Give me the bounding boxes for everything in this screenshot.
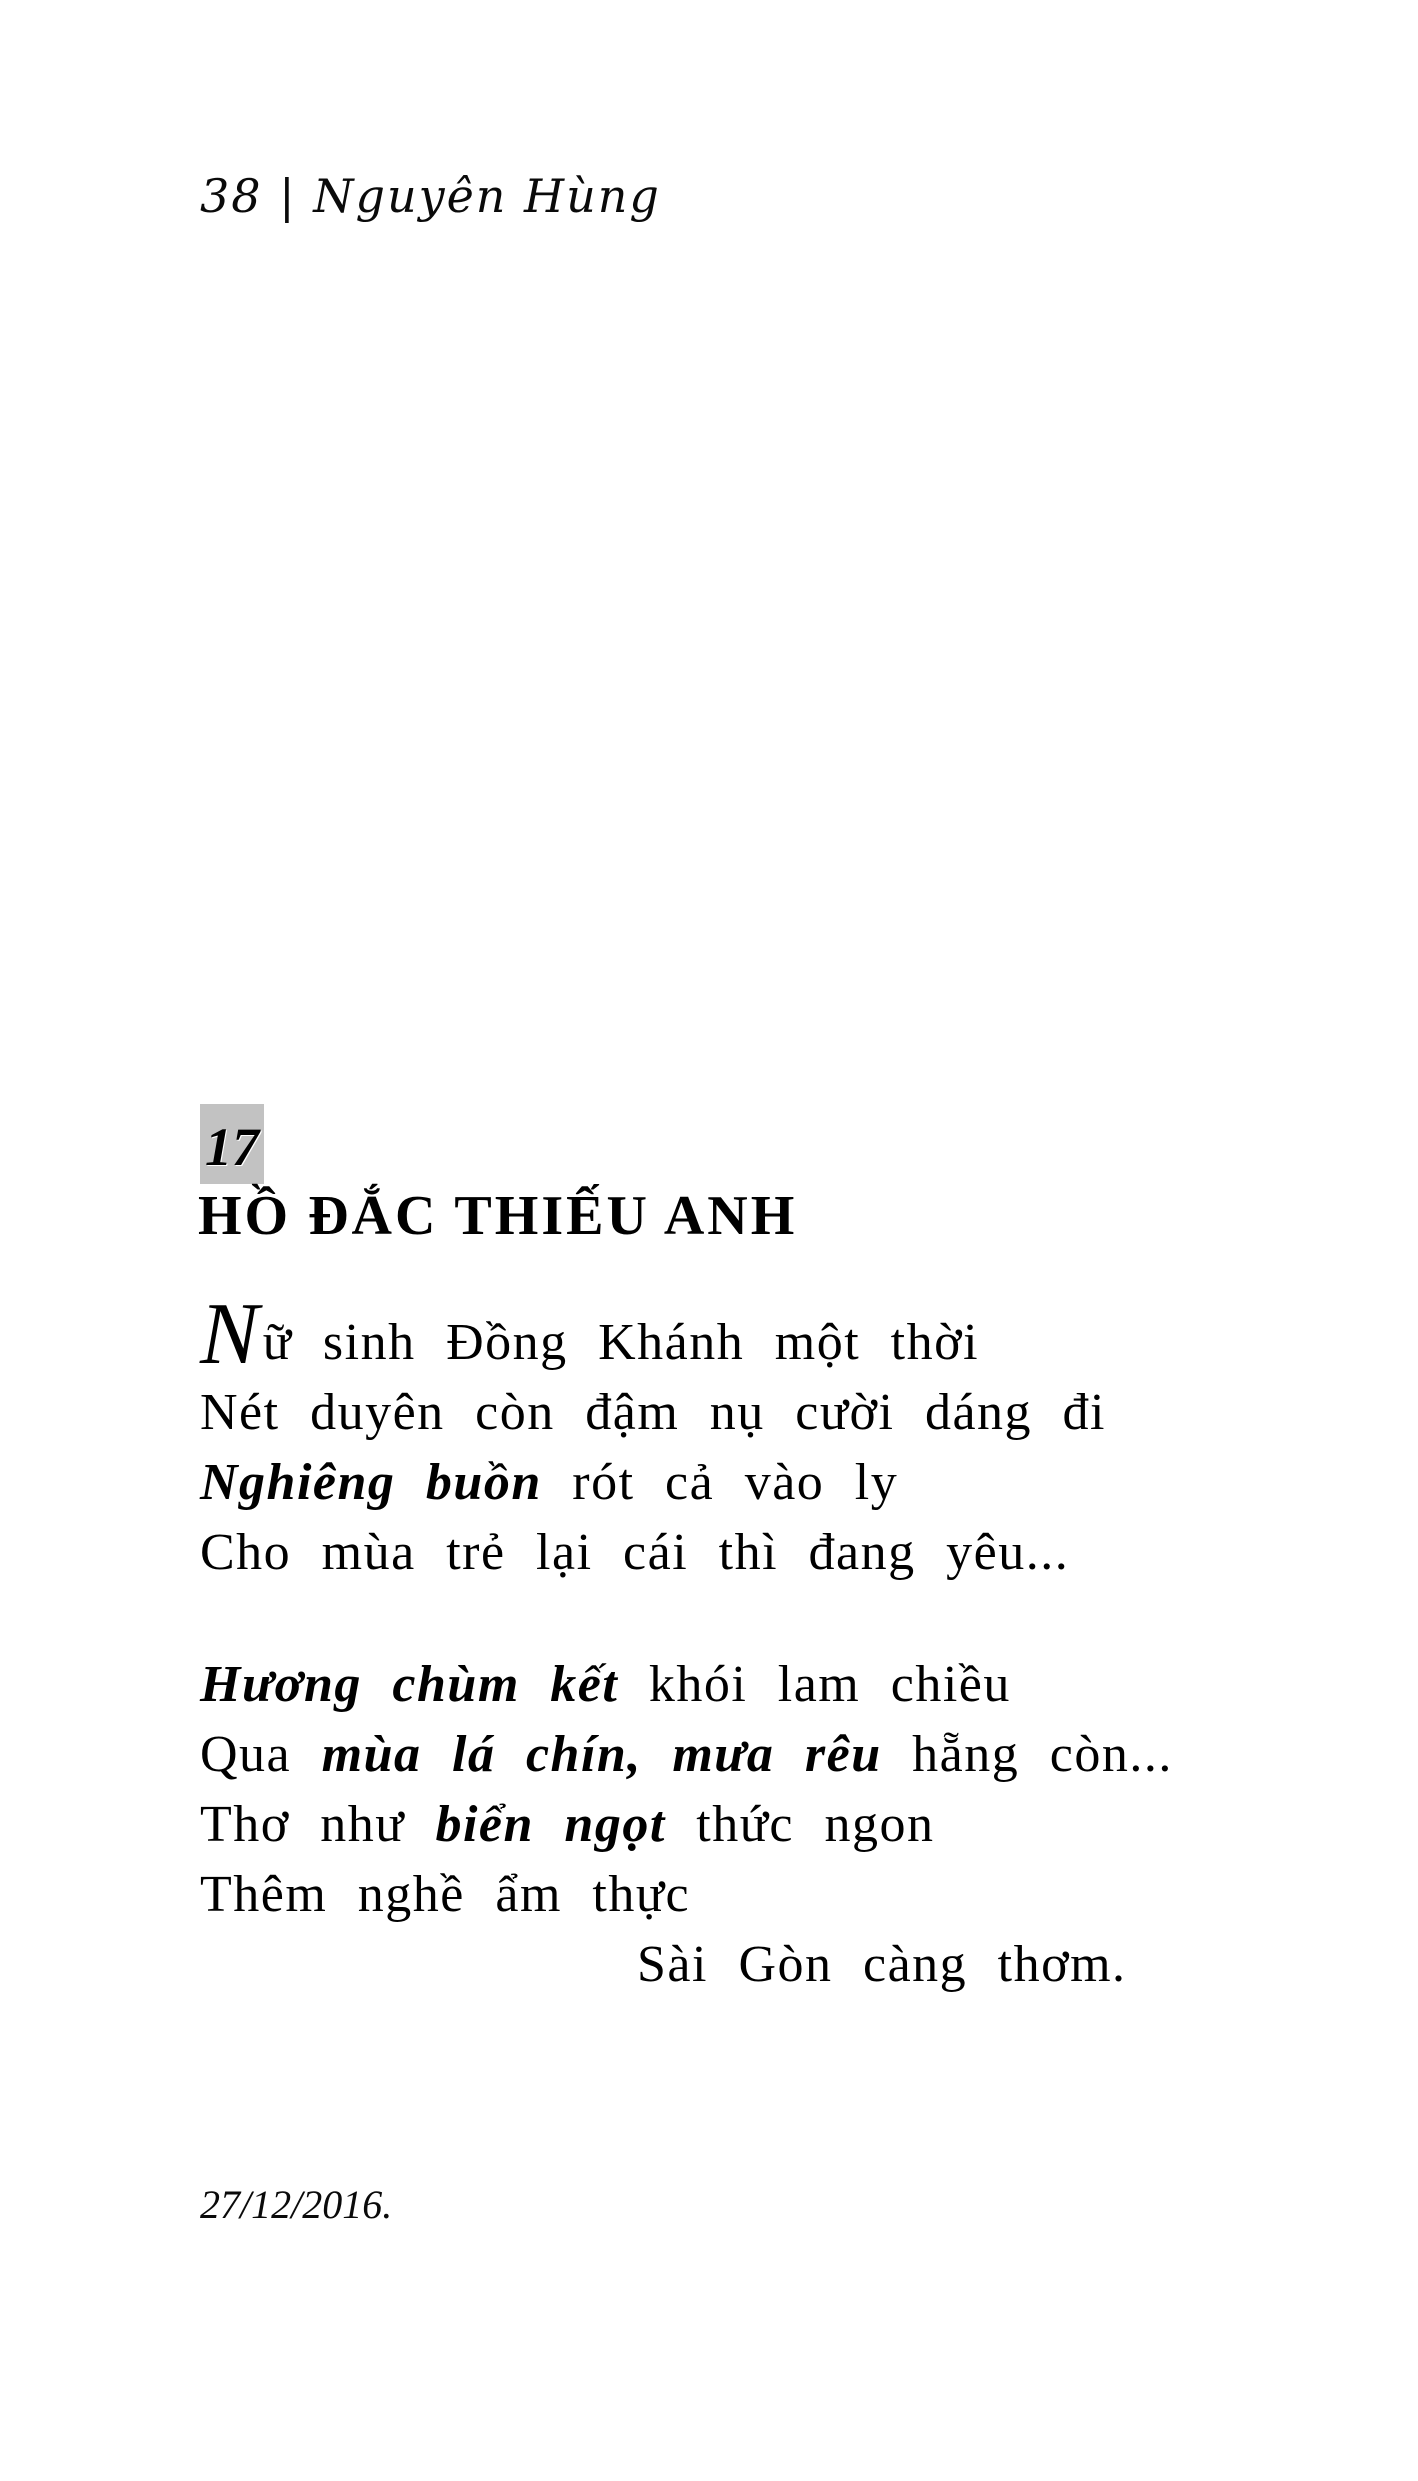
poem-segment: khói lam chiều xyxy=(618,1656,1011,1713)
poem-title: HỒ ĐẮC THIẾU ANH xyxy=(198,1185,798,1247)
poem-segment: Thơ như xyxy=(200,1796,436,1853)
poem-segment: Cho mùa trẻ lại cái thì đang yêu... xyxy=(200,1524,1070,1581)
poem-stanza-1 xyxy=(200,1286,1300,1588)
poem-line xyxy=(200,1930,1300,2000)
poem-segment: thức ngon xyxy=(665,1796,935,1853)
poem-segment: Thêm nghề ẩm thực xyxy=(200,1866,691,1923)
poem-body xyxy=(200,1286,1300,2000)
poem-segment: Sài Gòn càng thơm. xyxy=(637,1936,1127,1993)
poem-line xyxy=(200,1286,1300,1383)
drop-cap-initial: N xyxy=(200,1286,263,1383)
poem-line xyxy=(200,1720,1300,1790)
poem-segment: ữ sinh Đồng Khánh một thời xyxy=(262,1314,980,1371)
poem-stanza-2 xyxy=(200,1650,1300,2000)
poem-segment: Nét duyên còn đậm nụ cười dáng đi xyxy=(200,1384,1107,1441)
poem-line xyxy=(200,1860,1300,1930)
poem-segment: hẵng còn... xyxy=(881,1726,1173,1783)
poem-line xyxy=(200,1378,1300,1448)
poem-line xyxy=(200,1448,1300,1518)
poem-segment: rót cả vào ly xyxy=(541,1454,899,1511)
poem-segment: mùa lá chín, mưa rêu xyxy=(321,1726,882,1783)
poem-date: 27/12/2016. xyxy=(200,2182,393,2227)
poem-segment: Qua xyxy=(200,1726,322,1783)
poem-segment: Hương chùm kết xyxy=(200,1656,619,1713)
poem-number: 17 xyxy=(205,1117,259,1177)
poem-line xyxy=(200,1790,1300,1860)
poem-segment: Nghiêng buồn xyxy=(200,1454,542,1511)
poem-line xyxy=(200,1650,1300,1720)
poem-segment: biển ngọt xyxy=(435,1796,666,1853)
poem-line xyxy=(200,1518,1300,1588)
poem-number-highlight xyxy=(200,1104,264,1184)
running-header: 38 | Nguyên Hùng xyxy=(200,169,661,223)
